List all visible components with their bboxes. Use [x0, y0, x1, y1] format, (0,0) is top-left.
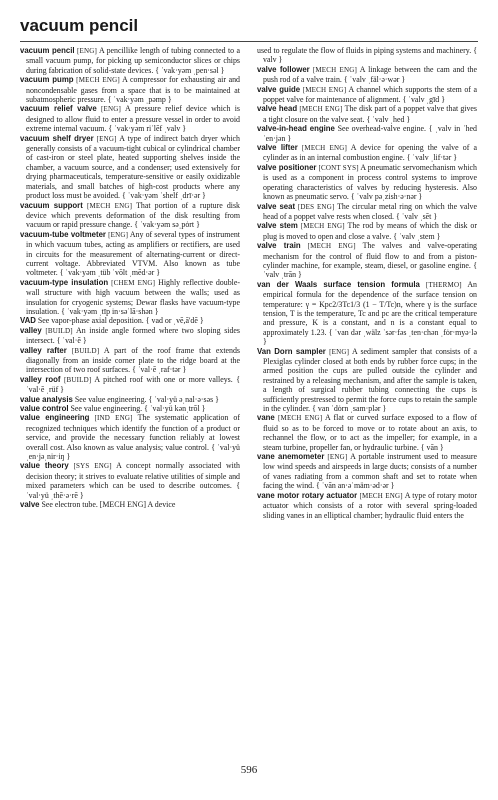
entry-definition: See value engineering.: [70, 404, 143, 414]
running-head: vacuum pencil: [20, 16, 139, 35]
entry-definition: See value engineering.: [74, 394, 147, 404]
entry-headword: Van Dorn sampler: [257, 346, 326, 356]
entry-definition: The valves and valve-operating mechanism for the control of fluid flow to and from a piston-cylinder machine, for example, steam, diesel, or gasoline engine.: [263, 241, 477, 270]
pronunciation: { van ˈdȯrn ˌsam·plər }: [312, 404, 387, 414]
dictionary-entry: [20, 325, 240, 346]
pronunciation: { ˈvak·yəm ˌtüb ˈvōlt ˌmēd·ər }: [59, 268, 161, 278]
entry-headword: vane motor rotary actuator: [257, 490, 358, 500]
entry-headword: valve: [20, 500, 40, 510]
dictionary-entry: [257, 490, 477, 520]
subject-field: [BUILD]: [71, 346, 100, 355]
subject-field: [ENG]: [327, 453, 348, 462]
dictionary-entry: [20, 345, 241, 375]
entry-definition: The circular metal ring on which the valve head of a poppet valve rests when closed.: [263, 201, 477, 221]
subject-field: [MECH ENG]: [277, 414, 323, 423]
entry-definition: used to regulate the flow of fluids in piping systems and machinery.: [257, 46, 472, 55]
entry-headword: value analysis: [20, 394, 73, 404]
dictionary-entry: [20, 133, 240, 201]
dictionary-entry: [20, 200, 240, 230]
subject-field: [THERMO]: [425, 280, 462, 289]
dictionary-entry: [257, 452, 477, 491]
entry-headword: valve stem: [257, 221, 298, 231]
entry-headword: valve guide: [257, 84, 301, 94]
entry-definition: A pressure relief device which is designed to allow fluid to enter a pressure vessel in order to avoid extreme internal vacuum.: [26, 104, 240, 134]
dictionary-entry: [20, 277, 240, 317]
entry-definition: A linkage between the cam and the push rod of a valve train.: [263, 64, 477, 85]
subject-field: [MECH ENG]: [301, 144, 348, 153]
entry-headword: valve train: [257, 241, 301, 251]
entry-headword: vane: [257, 413, 275, 423]
header-rule: [20, 41, 478, 42]
entry-definition: A pneumatic servomechanism which is used as a component in process control systems to improve operating characteristics of valves by reducing hysteresis. Also known as pneumatic servo.: [263, 162, 477, 202]
dictionary-entry: [257, 46, 477, 65]
entry-headword: valve positioner: [257, 162, 317, 172]
entry-definition: See electron tube. [MECH ENG] A device: [41, 500, 176, 510]
entry-headword: valve head: [257, 104, 298, 114]
entry-headword: vacuum-tube voltmeter: [20, 229, 106, 239]
subject-field: [MECH ENG]: [300, 222, 345, 231]
entry-definition: A type of indirect batch dryer which generally consists of a vacuum-tight cubical or cylindrical chamber of cast-iron or steel plate, heated supporting shelves inside the chamber, a vacuum source, and a condenser; used extensively for drying pharmaceuticals, temperature-sensitive or easily oxidizable materials, and small batches of high-cost products where any product loss must be avoided.: [26, 133, 240, 201]
subject-field: [ENG]: [76, 47, 97, 55]
entry-definition: The systematic application of recognized techniques which identify the function of a product or service, and provide the necessary function reliably at lowest overall cost. Also known as value analysis; value control.: [26, 413, 240, 452]
dictionary-entry: [257, 279, 477, 347]
entry-definition: An inside angle formed where two sloping sides intersect.: [26, 325, 240, 346]
entry-headword: vacuum shelf dryer: [20, 133, 94, 143]
entry-definition: The rod by means of which the disk or plug is moved to open and close a valve.: [263, 221, 477, 241]
subject-field: [MECH ENG]: [86, 201, 133, 210]
pronunciation: { ˈvalv ˌfäl·ə·wər }: [343, 75, 406, 85]
pronunciation: { ˈvan dər ˌwälz ˈsər·fəs ˌten·chən ˌfȯr·myə·lə }: [263, 327, 477, 347]
subject-field: [MECH ENG]: [302, 85, 347, 94]
subject-field: [ENG]: [101, 105, 122, 114]
dictionary-entry: [257, 124, 477, 143]
pronunciation: { vad or ˌvē,ā'dē }: [145, 316, 204, 326]
pronunciation: { ˈval·ē ˌrüf }: [26, 374, 240, 395]
right-column: [257, 46, 477, 520]
subject-field: [CHEM ENG]: [111, 278, 156, 287]
pronunciation: { ˈval·yü ˌthē·ə·rē }: [26, 481, 240, 500]
entry-definition: A compressor for exhausting air and noncondensable gases from a space that is to be maintained at subatmospheric pressure.: [26, 75, 240, 105]
entry-headword: VAD: [20, 316, 36, 326]
entry-headword: valve follower: [257, 64, 310, 74]
entry-definition: A pitched roof with one or more valleys.: [94, 374, 233, 384]
subject-field: [MECH ENG]: [359, 491, 403, 500]
entry-definition: See overhead-valve engine.: [337, 124, 426, 134]
pronunciation: { ˈvak·yəm ˌpəmp }: [107, 95, 172, 105]
dictionary-entry: [20, 394, 240, 404]
entry-headword: value theory: [20, 461, 69, 471]
subject-field: [BUILD]: [45, 326, 73, 335]
entry-definition: A type of rotary motor actuator which consists of a rotor with several spring-loaded sliding vanes in an elliptical chamber; hydraulic fluid enters the: [263, 490, 477, 520]
entry-headword: vacuum relief valve: [20, 104, 97, 114]
pronunciation: { ˈvak·yəm səˌpȯrt }: [134, 220, 200, 230]
dictionary-entry: [20, 46, 240, 75]
dictionary-entry: [20, 75, 240, 105]
dictionary-entry: [257, 241, 477, 280]
entry-headword: valley roof: [20, 374, 61, 384]
entry-definition: Highly reflective double-wall structure with high vacuum between the walls; used as insulation for cryogenic systems; Dewar flasks have vacuum-type insulation.: [26, 277, 240, 316]
entry-definition: A concept normally associated with decision theory; it strives to evaluate relative utilities of simple and mixed parameters which can be used to describe outcomes.: [26, 461, 240, 491]
dictionary-entry: [257, 143, 477, 163]
dictionary-entry: [20, 500, 240, 510]
entry-headword: vacuum pump: [20, 75, 74, 85]
subject-field: [DES ENG]: [297, 202, 335, 211]
pronunciation: { ˈvalv ˌstem }: [393, 231, 441, 241]
subject-field: [IND ENG]: [94, 414, 133, 423]
pronunciation: { valv }: [263, 46, 477, 65]
entry-definition: A device for opening the valve of a cylinder as in an internal combustion engine.: [263, 143, 477, 163]
left-column: [20, 46, 240, 510]
page-number: 596: [240, 764, 258, 776]
pronunciation: { ˈvalv pəˌzish·ə·nər }: [350, 192, 423, 202]
entry-headword: valley: [20, 325, 42, 335]
dictionary-entry: [257, 162, 477, 202]
entry-headword: valve seat: [257, 201, 296, 211]
entry-definition: The disk part of a poppet valve that gives a tight closure on the valve seat.: [263, 104, 477, 124]
entry-headword: vacuum pencil: [20, 46, 75, 55]
subject-field: [SYS ENG]: [73, 462, 112, 471]
pronunciation: { ˈvalv ˌhed }: [366, 114, 411, 124]
pronunciation: { ˈval·yü əˌnal·ə·səs }: [148, 394, 219, 404]
pronunciation: { ˈvān an·əˈmäm·əd·ər }: [316, 481, 395, 491]
pronunciation: { ˌvalv in ˈhed ˈen·jən }: [263, 124, 477, 143]
subject-field: [ENG]: [108, 230, 129, 239]
dictionary-entry: [257, 346, 477, 414]
entry-headword: value engineering: [20, 413, 90, 423]
entry-definition: A portable instrument used to measure low wind speeds and airspeeds in large ducts; consists of a number of vanes radiating from a common shaft and set to rotate when facing the wind.: [263, 452, 477, 491]
dictionary-entry: [257, 64, 477, 85]
entry-headword: vane anemometer: [257, 452, 325, 462]
dictionary-entry: [20, 404, 240, 414]
pronunciation: { ˈval·ē ˌraf·tər }: [132, 365, 187, 375]
pronunciation: { ˈvalv ˌgīd }: [402, 95, 446, 105]
subject-field: [ENG]: [329, 347, 350, 356]
dictionary-entry: [257, 104, 477, 124]
entry-definition: Any of several types of instrument in which vacuum tubes, acting as amplifiers or rectifiers, are used in circuits for the measurement of alternating-current or direct-current voltage. Abbreviated VTVM. Also known as tube voltmeter.: [26, 229, 240, 278]
entry-definition: A sediment sampler that consists of a Plexiglas cylinder closed at both ends by rubber force cups; in the armed position the cups are pulled outside the cylinder and restrained by a releasing mechanism, and after the sample is taken, a length of surgical rubber tubing connecting the cups is sufficiently prestressed to permit the force cups to retain the sample in the cylinder.: [263, 346, 477, 414]
entry-headword: vacuum-type insulation: [20, 277, 109, 287]
entry-headword: valve-in-head engine: [257, 124, 335, 134]
subject-field: [CONT SYS]: [318, 163, 359, 172]
pronunciation: { ˈval·yü ˌen·jəˌnir·iŋ }: [26, 442, 240, 462]
entry-definition: A part of the roof frame that extends diagonally from an inside corner plate to the ridge board at the intersection of two roof surfaces.: [26, 345, 241, 375]
pronunciation: { ˈvalv ˌtrān }: [263, 260, 477, 280]
subject-field: [ENG]: [96, 134, 117, 143]
entry-definition: That portion of a rupture disk device which prevents deformation of the disk resulting from vacuum or rapid pressure change.: [26, 200, 240, 230]
dictionary-entry: [257, 201, 477, 222]
entry-headword: valley rafter: [20, 345, 67, 355]
dictionary-entry: [257, 84, 478, 105]
entry-definition: See vapor-phase axial deposition.: [37, 316, 144, 326]
pronunciation: { ˈval·yü kənˌtrōl }: [144, 404, 206, 414]
dictionary-entry: [20, 104, 240, 134]
subject-field: [BUILD]: [63, 375, 92, 384]
dictionary-entry: [20, 461, 240, 500]
subject-field: [MECH ENG]: [307, 242, 356, 251]
entry-definition: An empirical formula for the dependence of the surface tension on temperature: γ = Kpc2/3Tc1/3 (1 − T/Tc)n, where γ is the surface tension, T is the temperature, Tc and pc are the critical temperature and pressure, K is a constant, and n is a constant equal to approximately 1.23.: [263, 279, 477, 337]
subject-field: [MECH ENG]: [299, 105, 343, 114]
pronunciation: { ˈvalv ˌlif·tər }: [406, 153, 458, 163]
entry-definition: A channel which supports the stem of a poppet valve for maintenance of alignment.: [263, 84, 478, 105]
pronunciation: { ˈvalv ˌsēt }: [396, 211, 438, 221]
subject-field: [MECH ENG]: [312, 65, 358, 74]
pronunciation: { ˈvak·yəm ˈshelf ˌdrī·ər }: [122, 191, 206, 201]
entry-headword: valve lifter: [257, 143, 298, 153]
pronunciation: { vān }: [420, 442, 444, 452]
pronunciation: { ˈval·ē }: [56, 336, 87, 346]
dictionary-entry: [20, 316, 240, 326]
dictionary-entry: [257, 221, 477, 241]
dictionary-entry: [20, 374, 240, 395]
pronunciation: { ˈvak·yəm riˈlēf ˌvalv }: [108, 124, 187, 134]
entry-headword: value control: [20, 404, 69, 414]
entry-definition: A pencillike length of tubing connected to a small vacuum pump, for picking up semiconductor slices or chips during fabrication of solid-state devices.: [26, 46, 240, 75]
entry-headword: van der Waals surface tension formula: [257, 279, 420, 289]
dictionary-entry: [257, 413, 477, 452]
entry-definition: A flat or curved surface exposed to a flow of fluid so as to be forced to move or to rotate about an axis, to rechannel the flow, or to act as the impeller; for example, in a steam turbine, propeller fan, or hydraulic turbine.: [263, 413, 477, 452]
dictionary-entry: [20, 229, 240, 278]
subject-field: [MECH ENG]: [76, 76, 120, 85]
entry-headword: vacuum support: [20, 200, 83, 210]
pronunciation: { ˈvak·yəm ˌpen·səl }: [155, 65, 225, 75]
pronunciation: { ˈvak·yəm ˌtīp in·səˈlā·shən }: [61, 306, 159, 316]
dictionary-entry: [20, 413, 240, 462]
